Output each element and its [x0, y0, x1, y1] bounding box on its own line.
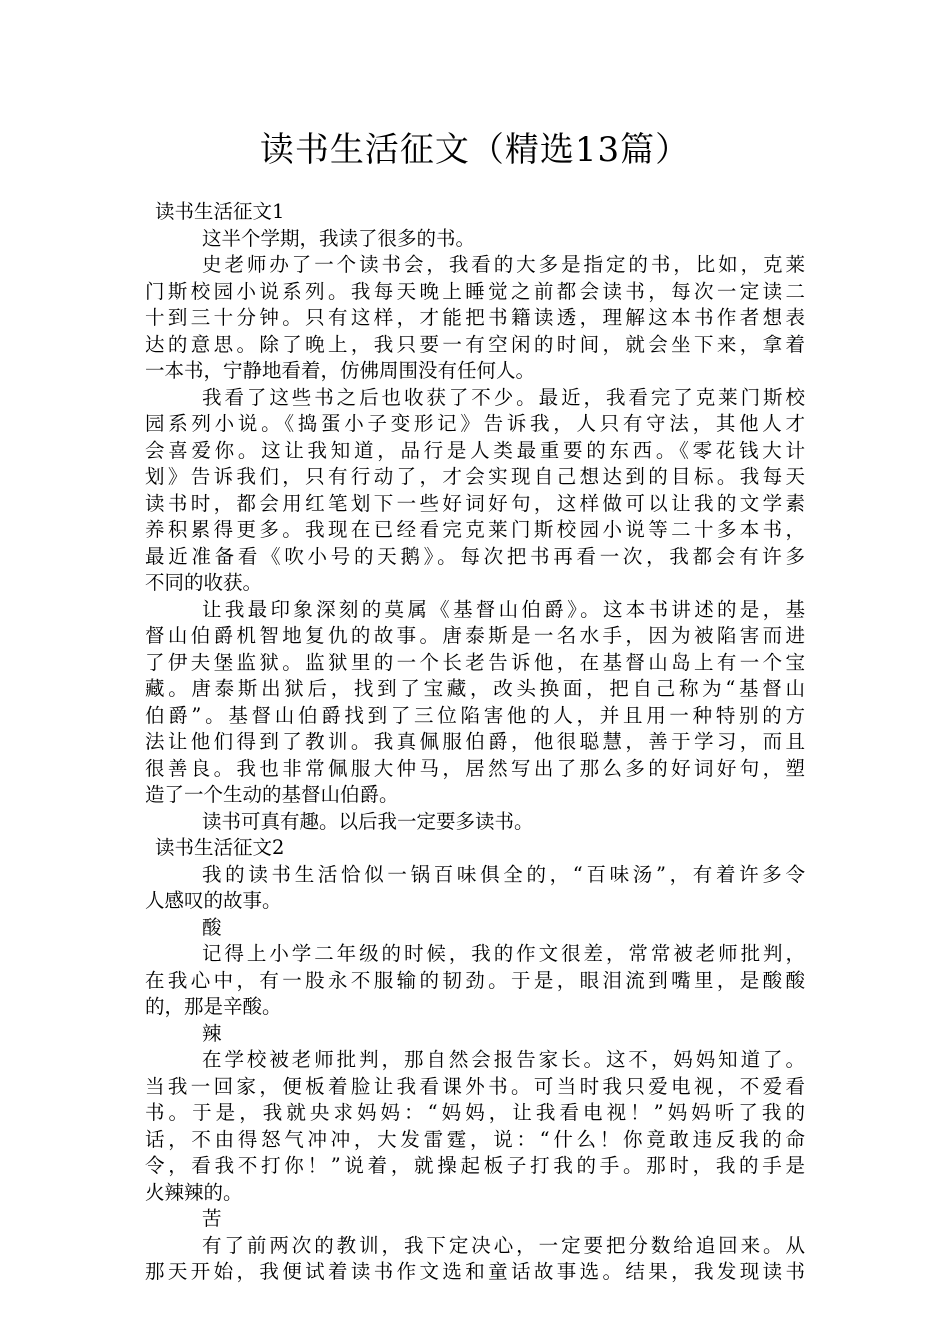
paragraph-line: 一本书，宁静地看着，仿佛周围没有任何人。 — [145, 359, 536, 382]
paragraph-line: 人感叹的故事。 — [145, 889, 282, 912]
paragraph-line: 苦 — [202, 1207, 222, 1230]
paragraph-line: 这半个学期，我读了很多的书。 — [202, 226, 476, 250]
paragraph-line: 我看了这些书之后也收获了不少。最近，我看完了克莱门斯校 — [202, 385, 805, 409]
paragraph-line: 伯爵”。基督山伯爵找到了三位陷害他的人，并且用一种特别的方 — [145, 703, 805, 727]
paragraph-line: 在我心中，有一股永不服输的韧劲。于是，眼泪流到嘴里，是酸酸 — [145, 968, 805, 992]
paragraph-line: 法让他们得到了教训。我真佩服伯爵，他很聪慧，善于学习，而且 — [145, 730, 805, 753]
paragraph-line: 在学校被老师批判，那自然会报告家长。这不，妈妈知道了。 — [202, 1048, 805, 1071]
paragraph-line: 十到三十分钟。只有这样，才能把书籍读透，理解这本书作者想表 — [145, 306, 805, 329]
paragraph-line: 读书可真有趣。以后我一定要多读书。 — [202, 809, 534, 833]
paragraph-line: 不同的收获。 — [145, 571, 263, 594]
paragraph-line: 读书时，都会用红笔划下一些好词好句，这样做可以让我的文学素 — [145, 491, 805, 515]
paragraph-line: 书。于是，我就央求妈妈：“妈妈，让我看电视！”妈妈听了我的 — [145, 1101, 805, 1124]
document-body — [145, 199, 805, 1286]
paragraph-line: 最近准备看《吹小号的天鹅》。每次把书再看一次，我都会有许多 — [145, 544, 805, 568]
paragraph-line: 我的读书生活恰似一锅百味俱全的，“百味汤”，有着许多令 — [202, 862, 805, 886]
paragraph-line: 养积累得更多。我现在已经看完克莱门斯校园小说等二十多本书， — [145, 518, 805, 541]
paragraph-line: 话，不由得怒气冲冲，大发雷霆，说：“什么！你竟敢违反我的命 — [145, 1127, 805, 1151]
paragraph-line: 了伊夫堡监狱。监狱里的一个长老告诉他，在基督山岛上有一个宝 — [145, 650, 805, 674]
paragraph-line: 酸 — [202, 915, 222, 939]
paragraph-line: 造了一个生动的基督山伯爵。 — [145, 783, 399, 806]
paragraph-line: 史老师办了一个读书会，我看的大多是指定的书，比如，克莱 — [202, 253, 805, 276]
paragraph-line: 让我最印象深刻的莫属《基督山伯爵》。这本书讲述的是，基 — [202, 597, 805, 621]
paragraph-line: 当我一回家，便板着脸让我看课外书。可当时我只爱电视，不爱看 — [145, 1074, 805, 1098]
page-title: 读书生活征文（精选13篇） — [259, 130, 691, 170]
paragraph-line: 那天开始，我便试着读书作文选和童话故事选。结果，我发现读书 — [145, 1260, 805, 1283]
paragraph-line: 门斯校园小说系列。我每天晚上睡觉之前都会读书，每次一定读二 — [145, 279, 805, 303]
section-heading: 读书生活征文2 — [155, 836, 285, 859]
paragraph-line: 达的意思。除了晚上，我只要一有空闲的时间，就会坐下来，拿着 — [145, 332, 805, 356]
paragraph-line: 很善良。我也非常佩服大仲马，居然写出了那么多的好词好句，塑 — [145, 756, 805, 780]
paragraph-line: 辣 — [202, 1021, 222, 1045]
paragraph-line: 会喜爱你。这让我知道，品行是人类最重要的东西。《零花钱大计 — [145, 438, 805, 462]
paragraph-line: 有了前两次的教训，我下定决心，一定要把分数给追回来。从 — [202, 1233, 805, 1257]
paragraph-line: 令，看我不打你！”说着，就操起板子打我的手。那时，我的手是 — [145, 1154, 805, 1177]
paragraph-line: 记得上小学二年级的时候，我的作文很差，常常被老师批判， — [202, 942, 805, 965]
paragraph-line: 藏。唐泰斯出狱后，找到了宝藏，改头换面，把自己称为“基督山 — [145, 677, 805, 700]
paragraph-line: 火辣辣的。 — [145, 1180, 243, 1204]
paragraph-line: 园系列小说。《捣蛋小子变形记》告诉我，人只有守法，其他人才 — [145, 412, 805, 435]
paragraph-line: 督山伯爵机智地复仇的故事。唐泰斯是一名水手，因为被陷害而进 — [145, 624, 805, 647]
paragraph-line: 划》告诉我们，只有行动了，才会实现自己想达到的目标。我每天 — [145, 465, 805, 488]
paragraph-line: 的，那是辛酸。 — [145, 995, 282, 1018]
section-heading: 读书生活征文1 — [155, 200, 285, 223]
